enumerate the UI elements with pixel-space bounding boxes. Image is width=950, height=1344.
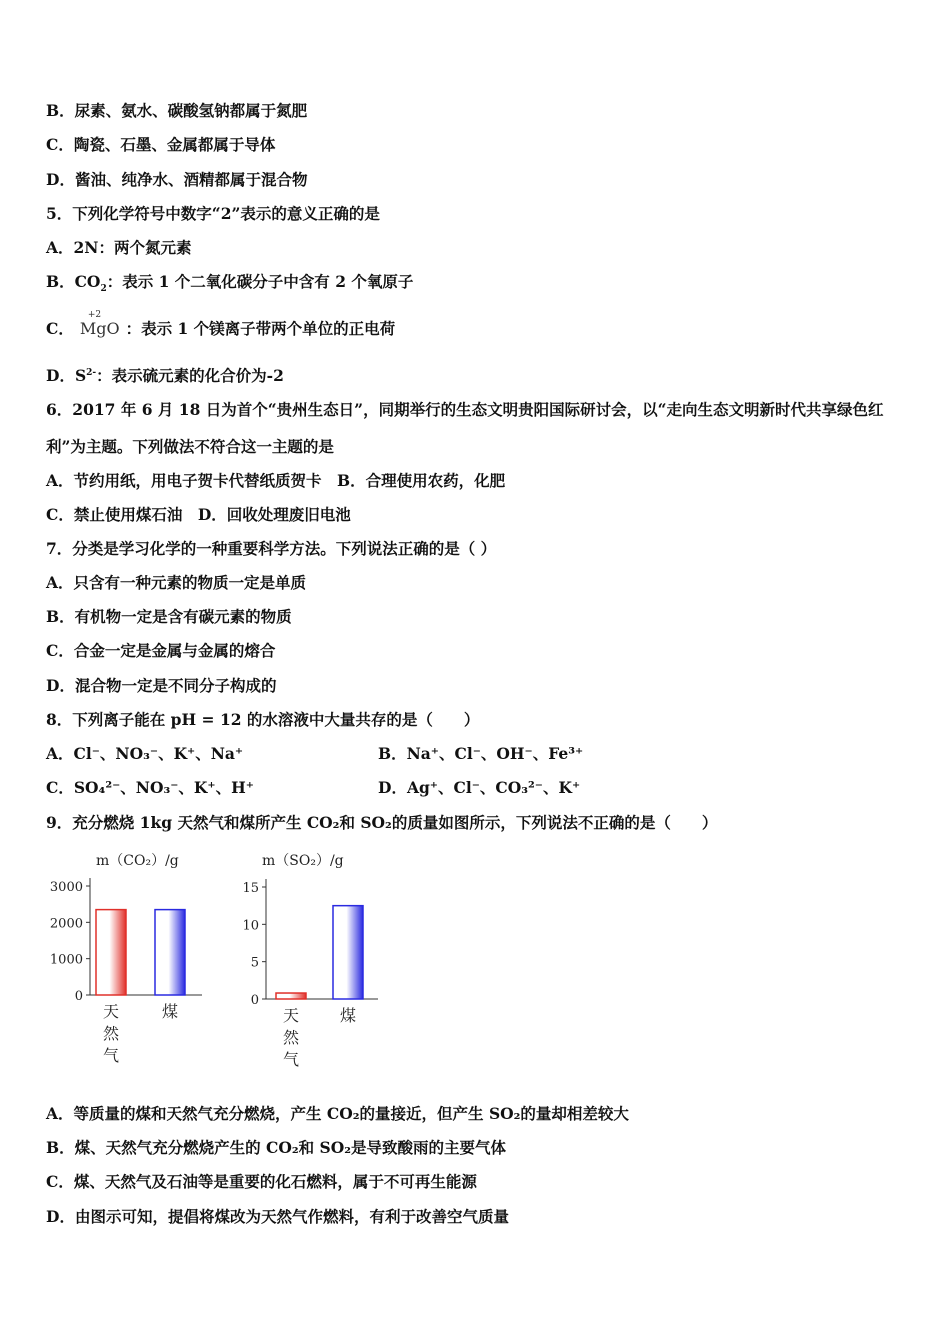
q6-options-cd: C．禁止使用煤石油 D．回收处理废旧电池 [46, 505, 351, 524]
q4-option-b: B．尿素、氨水、碳酸氢钠都属于氮肥 [46, 101, 308, 120]
q5-stem: 5．下列化学符号中数字“2”表示的意义正确的是 [46, 204, 380, 223]
q7-option-a: A．只含有一种元素的物质一定是单质 [46, 573, 307, 592]
q7-option-d: D．混合物一定是不同分子构成的 [46, 676, 277, 695]
category-label: 气 [102, 1046, 120, 1065]
q5-option-c: C． +2 MgO ：表示 1 个镁离子带两个单位的正电荷 [46, 310, 396, 338]
q7-stem: 7．分类是学习化学的一种重要科学方法。下列说法正确的是（ ） [46, 539, 497, 558]
category-label: 煤 [339, 1006, 357, 1025]
q9-stem: 9．充分燃烧 1kg 天然气和煤所产生 CO₂和 SO₂的质量如图所示，下列说法不正确的是（ ） [46, 813, 718, 832]
bar-natural-gas [276, 993, 306, 999]
q9-option-a: A．等质量的煤和天然气充分燃烧，产生 CO₂的量接近，但产生 SO₂的量却相差较大 [46, 1104, 629, 1123]
category-label: 煤 [161, 1002, 179, 1021]
category-label: 天 [102, 1002, 120, 1021]
mgo-formula: +2 MgO [79, 310, 120, 338]
q9-option-d: D．由图示可知，提倡将煤改为天然气作燃料，有利于改善空气质量 [46, 1207, 509, 1226]
y-tick-label: 1000 [49, 952, 83, 968]
co2-bar-chart [40, 845, 220, 1070]
q6-stem-line2: 利”为主题。下列做法不符合这一主题的是 [46, 437, 334, 456]
q8-option-a: A．Cl⁻、NO₃⁻、K⁺、Na⁺ [46, 744, 244, 763]
category-label: 天 [282, 1006, 300, 1025]
q4-option-c: C．陶瓷、石墨、金属都属于导体 [46, 135, 276, 154]
q7-option-b: B．有机物一定是含有碳元素的物质 [46, 607, 292, 626]
q5-option-d: D．$S^{2-}$：表示硫元素的化合价为-2 [46, 366, 284, 385]
bar-coal [155, 910, 185, 995]
y-tick-label: 0 [74, 989, 83, 1004]
q7-option-c: C．合金一定是金属与金属的熔合 [46, 641, 276, 660]
q8-option-b: B．Na⁺、Cl⁻、OH⁻、Fe³⁺ [378, 744, 584, 763]
bar-natural-gas [96, 910, 126, 995]
category-label: 然 [102, 1024, 120, 1043]
q6-stem-line1: 6．2017 年 6 月 18 日为首个“贵州生态日”，同期举行的生态文明贵阳国际研讨会，以“走向生态文明新时代共享绿色红 [46, 400, 884, 419]
q9-option-b: B．煤、天然气充分燃烧产生的 CO₂和 SO₂是导致酸雨的主要气体 [46, 1138, 507, 1157]
chart-title: m（SO₂）/g [262, 853, 344, 869]
category-label: 气 [282, 1050, 300, 1069]
q6-options-ab: A．节约用纸，用电子贺卡代替纸质贺卡 B．合理使用农药，化肥 [46, 471, 506, 490]
y-tick-label: 5 [250, 955, 259, 971]
y-tick-label: 3000 [49, 880, 83, 895]
so2-bar-chart [230, 845, 390, 1070]
q5-option-b: B．$CO_2$：表示 1 个二氧化碳分子中含有 2 个氧原子 [46, 272, 414, 295]
bar-coal [333, 906, 363, 999]
q8-option-c: C．SO₄²⁻、NO₃⁻、K⁺、H⁺ [46, 778, 254, 797]
y-tick-label: 10 [242, 918, 259, 934]
q9-option-c: C．煤、天然气及石油等是重要的化石燃料，属于不可再生能源 [46, 1172, 477, 1191]
q8-stem: 8．下列离子能在 pH = 12 的水溶液中大量共存的是（ ） [46, 710, 480, 729]
category-label: 然 [282, 1028, 300, 1047]
q4-option-d: D．酱油、纯净水、酒精都属于混合物 [46, 170, 308, 189]
y-tick-label: 2000 [49, 916, 83, 932]
y-tick-label: 15 [242, 881, 259, 896]
q5-option-a: A．2N：两个氮元素 [46, 238, 192, 257]
q8-option-d: D．Ag⁺、Cl⁻、CO₃²⁻、K⁺ [378, 778, 581, 797]
y-tick-label: 0 [250, 993, 259, 1008]
chart-title: m（CO₂）/g [96, 853, 179, 869]
